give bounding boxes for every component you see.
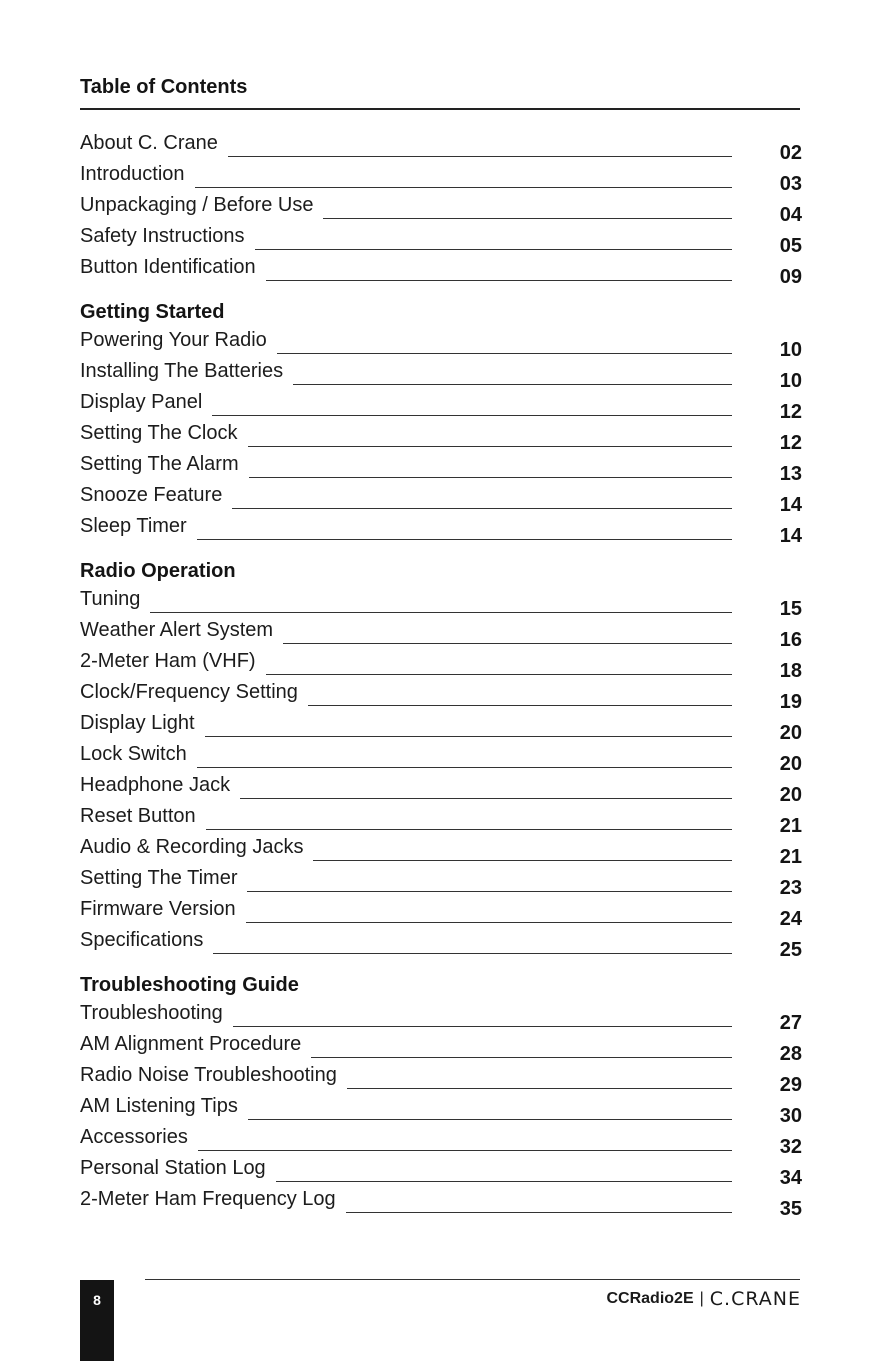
- toc-entry: [80, 773, 802, 804]
- toc-entry: [80, 193, 802, 224]
- toc-leader-line: [246, 922, 732, 923]
- toc-entry-page: 25: [779, 939, 802, 961]
- toc-leader-line: [266, 674, 732, 675]
- toc-entry-page: 23: [779, 877, 802, 899]
- toc-entry-page: 20: [779, 784, 802, 806]
- toc-entry-title: About C. Crane: [80, 132, 218, 154]
- toc-leader-line: [248, 446, 733, 447]
- toc-entry-page: 12: [779, 401, 802, 423]
- toc-entry: [80, 680, 802, 711]
- toc-entry-page: 21: [779, 815, 802, 837]
- toc-entry-title: Audio & Recording Jacks: [80, 836, 304, 858]
- toc-entry-title: Installing The Batteries: [80, 360, 284, 382]
- toc-leader-line: [212, 415, 732, 416]
- toc-section-heading: Troubleshooting Guide: [80, 974, 299, 996]
- toc-entry-page: 09: [779, 266, 802, 288]
- toc-entry-title: Powering Your Radio: [80, 329, 267, 351]
- toc-entry-title: Reset Button: [80, 805, 196, 827]
- toc-leader-line: [232, 508, 732, 509]
- toc-leader-line: [293, 384, 732, 385]
- toc-entry: [80, 1063, 802, 1094]
- toc-entry-page: 14: [779, 494, 802, 516]
- toc-leader-line: [249, 477, 732, 478]
- toc-entry-title: Tuning: [80, 588, 141, 610]
- toc-entry-title: Introduction: [80, 163, 185, 185]
- toc-entry-title: Troubleshooting: [80, 1002, 223, 1024]
- toc-leader-line: [248, 1119, 732, 1120]
- toc-entry-page: 34: [779, 1167, 802, 1189]
- brand-logo: C.CRANE: [709, 1288, 801, 1310]
- toc-entry-page: 02: [779, 142, 802, 164]
- toc-entry-page: 21: [779, 846, 802, 868]
- toc-entry-page: 03: [779, 173, 802, 195]
- toc-entry-page: 29: [779, 1074, 802, 1096]
- toc-leader-line: [255, 249, 732, 250]
- toc-entry-title: Lock Switch: [80, 743, 187, 765]
- toc-entry: [80, 618, 802, 649]
- toc-entry-page: 32: [779, 1136, 802, 1158]
- toc-entry-page: 19: [779, 691, 802, 713]
- page-title: Table of Contents: [80, 76, 248, 98]
- toc-leader-line: [205, 736, 732, 737]
- toc-entry-page: 27: [779, 1012, 802, 1034]
- page-number: 8: [93, 1292, 101, 1308]
- toc-entry-page: 13: [779, 463, 802, 485]
- toc-entry: [80, 483, 802, 514]
- toc-entry-title: Firmware Version: [80, 898, 236, 920]
- toc-entry: [80, 328, 802, 359]
- toc-entry-title: Radio Noise Troubleshooting: [80, 1064, 337, 1086]
- page-number-tab: [80, 1280, 114, 1361]
- toc-entry-title: Clock/Frequency Setting: [80, 681, 298, 703]
- toc-entry: [80, 928, 802, 959]
- toc-entry-title: Setting The Clock: [80, 422, 238, 444]
- toc-entry-title: AM Alignment Procedure: [80, 1033, 302, 1055]
- toc-leader-line: [323, 218, 732, 219]
- footer-divider: [145, 1279, 800, 1280]
- toc-entry: [80, 514, 802, 545]
- toc-entry: [80, 1125, 802, 1156]
- toc-entry-page: 14: [779, 525, 802, 547]
- toc-entry: [80, 711, 802, 742]
- toc-section: [80, 970, 802, 1218]
- toc-entry-page: 05: [779, 235, 802, 257]
- toc-leader-line: [247, 891, 732, 892]
- toc-leader-line: [346, 1212, 732, 1213]
- toc-entry: [80, 1187, 802, 1218]
- toc-leader-line: [197, 767, 732, 768]
- toc-entry-page: 15: [779, 598, 802, 620]
- toc-entry-title: Personal Station Log: [80, 1157, 266, 1179]
- toc-entry-page: 10: [779, 339, 802, 361]
- toc-entry: [80, 866, 802, 897]
- toc-entry-title: 2-Meter Ham Frequency Log: [80, 1188, 336, 1210]
- toc-entry-page: 18: [779, 660, 802, 682]
- toc-leader-line: [240, 798, 732, 799]
- toc-entry: [80, 224, 802, 255]
- toc-entry: [80, 742, 802, 773]
- toc-entry-title: Accessories: [80, 1126, 188, 1148]
- toc-leader-line: [195, 187, 732, 188]
- toc-leader-line: [283, 643, 732, 644]
- toc-entry-page: 16: [779, 629, 802, 651]
- toc-entry-title: AM Listening Tips: [80, 1095, 238, 1117]
- toc-leader-line: [266, 280, 732, 281]
- toc-entry-page: 20: [779, 722, 802, 744]
- toc-entry-title: 2-Meter Ham (VHF): [80, 650, 256, 672]
- toc-leader-line: [233, 1026, 732, 1027]
- toc-entry: [80, 421, 802, 452]
- toc-section: [80, 297, 802, 545]
- toc-entry-page: 30: [779, 1105, 802, 1127]
- toc-entry-title: Display Panel: [80, 391, 203, 413]
- toc-entry-title: Weather Alert System: [80, 619, 274, 641]
- toc-entry-page: 12: [779, 432, 802, 454]
- toc-entry: [80, 897, 802, 928]
- toc-entry-title: Setting The Timer: [80, 867, 238, 889]
- toc-entry-page: 35: [779, 1198, 802, 1220]
- toc-entry-title: Unpackaging / Before Use: [80, 194, 314, 216]
- toc-section: [80, 556, 802, 959]
- toc-leader-line: [198, 1150, 732, 1151]
- toc-entry: [80, 162, 802, 193]
- toc-entry-page: 28: [779, 1043, 802, 1065]
- toc-entry-title: Specifications: [80, 929, 204, 951]
- toc-entry-page: 10: [779, 370, 802, 392]
- toc-entry: [80, 131, 802, 162]
- toc-entry-title: Button Identification: [80, 256, 256, 278]
- toc-entry: [80, 804, 802, 835]
- toc-entry: [80, 390, 802, 421]
- toc-entry: [80, 1094, 802, 1125]
- toc-leader-line: [277, 353, 732, 354]
- toc-entry-page: 24: [779, 908, 802, 930]
- toc-section-heading: Getting Started: [80, 301, 225, 323]
- toc-leader-line: [311, 1057, 732, 1058]
- toc-leader-line: [347, 1088, 732, 1089]
- toc-leader-line: [150, 612, 732, 613]
- toc-entry: [80, 1001, 802, 1032]
- toc-leader-line: [206, 829, 732, 830]
- toc-leader-line: [313, 860, 732, 861]
- toc-leader-line: [197, 539, 732, 540]
- toc-entry-page: 20: [779, 753, 802, 775]
- toc-entry: [80, 1032, 802, 1063]
- toc-intro-group: [80, 131, 802, 286]
- toc-entry: [80, 359, 802, 390]
- toc-entry: [80, 649, 802, 680]
- toc-entry-page: 04: [779, 204, 802, 226]
- toc-entry-title: Setting The Alarm: [80, 453, 239, 475]
- toc-section-heading: Radio Operation: [80, 560, 236, 582]
- title-divider: [80, 108, 800, 110]
- toc-entry-title: Headphone Jack: [80, 774, 231, 796]
- toc-entry-title: Sleep Timer: [80, 515, 187, 537]
- toc-entry: [80, 587, 802, 618]
- toc-leader-line: [213, 953, 732, 954]
- toc-leader-line: [308, 705, 732, 706]
- toc-entry-title: Display Light: [80, 712, 195, 734]
- toc-entry: [80, 255, 802, 286]
- toc-entry-title: Safety Instructions: [80, 225, 245, 247]
- toc-entry: [80, 835, 802, 866]
- toc-leader-line: [276, 1181, 732, 1182]
- toc-leader-line: [228, 156, 732, 157]
- product-name: CCRadio2E: [606, 1290, 694, 1307]
- toc-entry-title: Snooze Feature: [80, 484, 223, 506]
- footer-brand: [606, 1290, 801, 1308]
- toc-entry: [80, 1156, 802, 1187]
- footer-separator: |: [699, 1290, 704, 1307]
- toc-entry: [80, 452, 802, 483]
- table-of-contents: [80, 131, 802, 1229]
